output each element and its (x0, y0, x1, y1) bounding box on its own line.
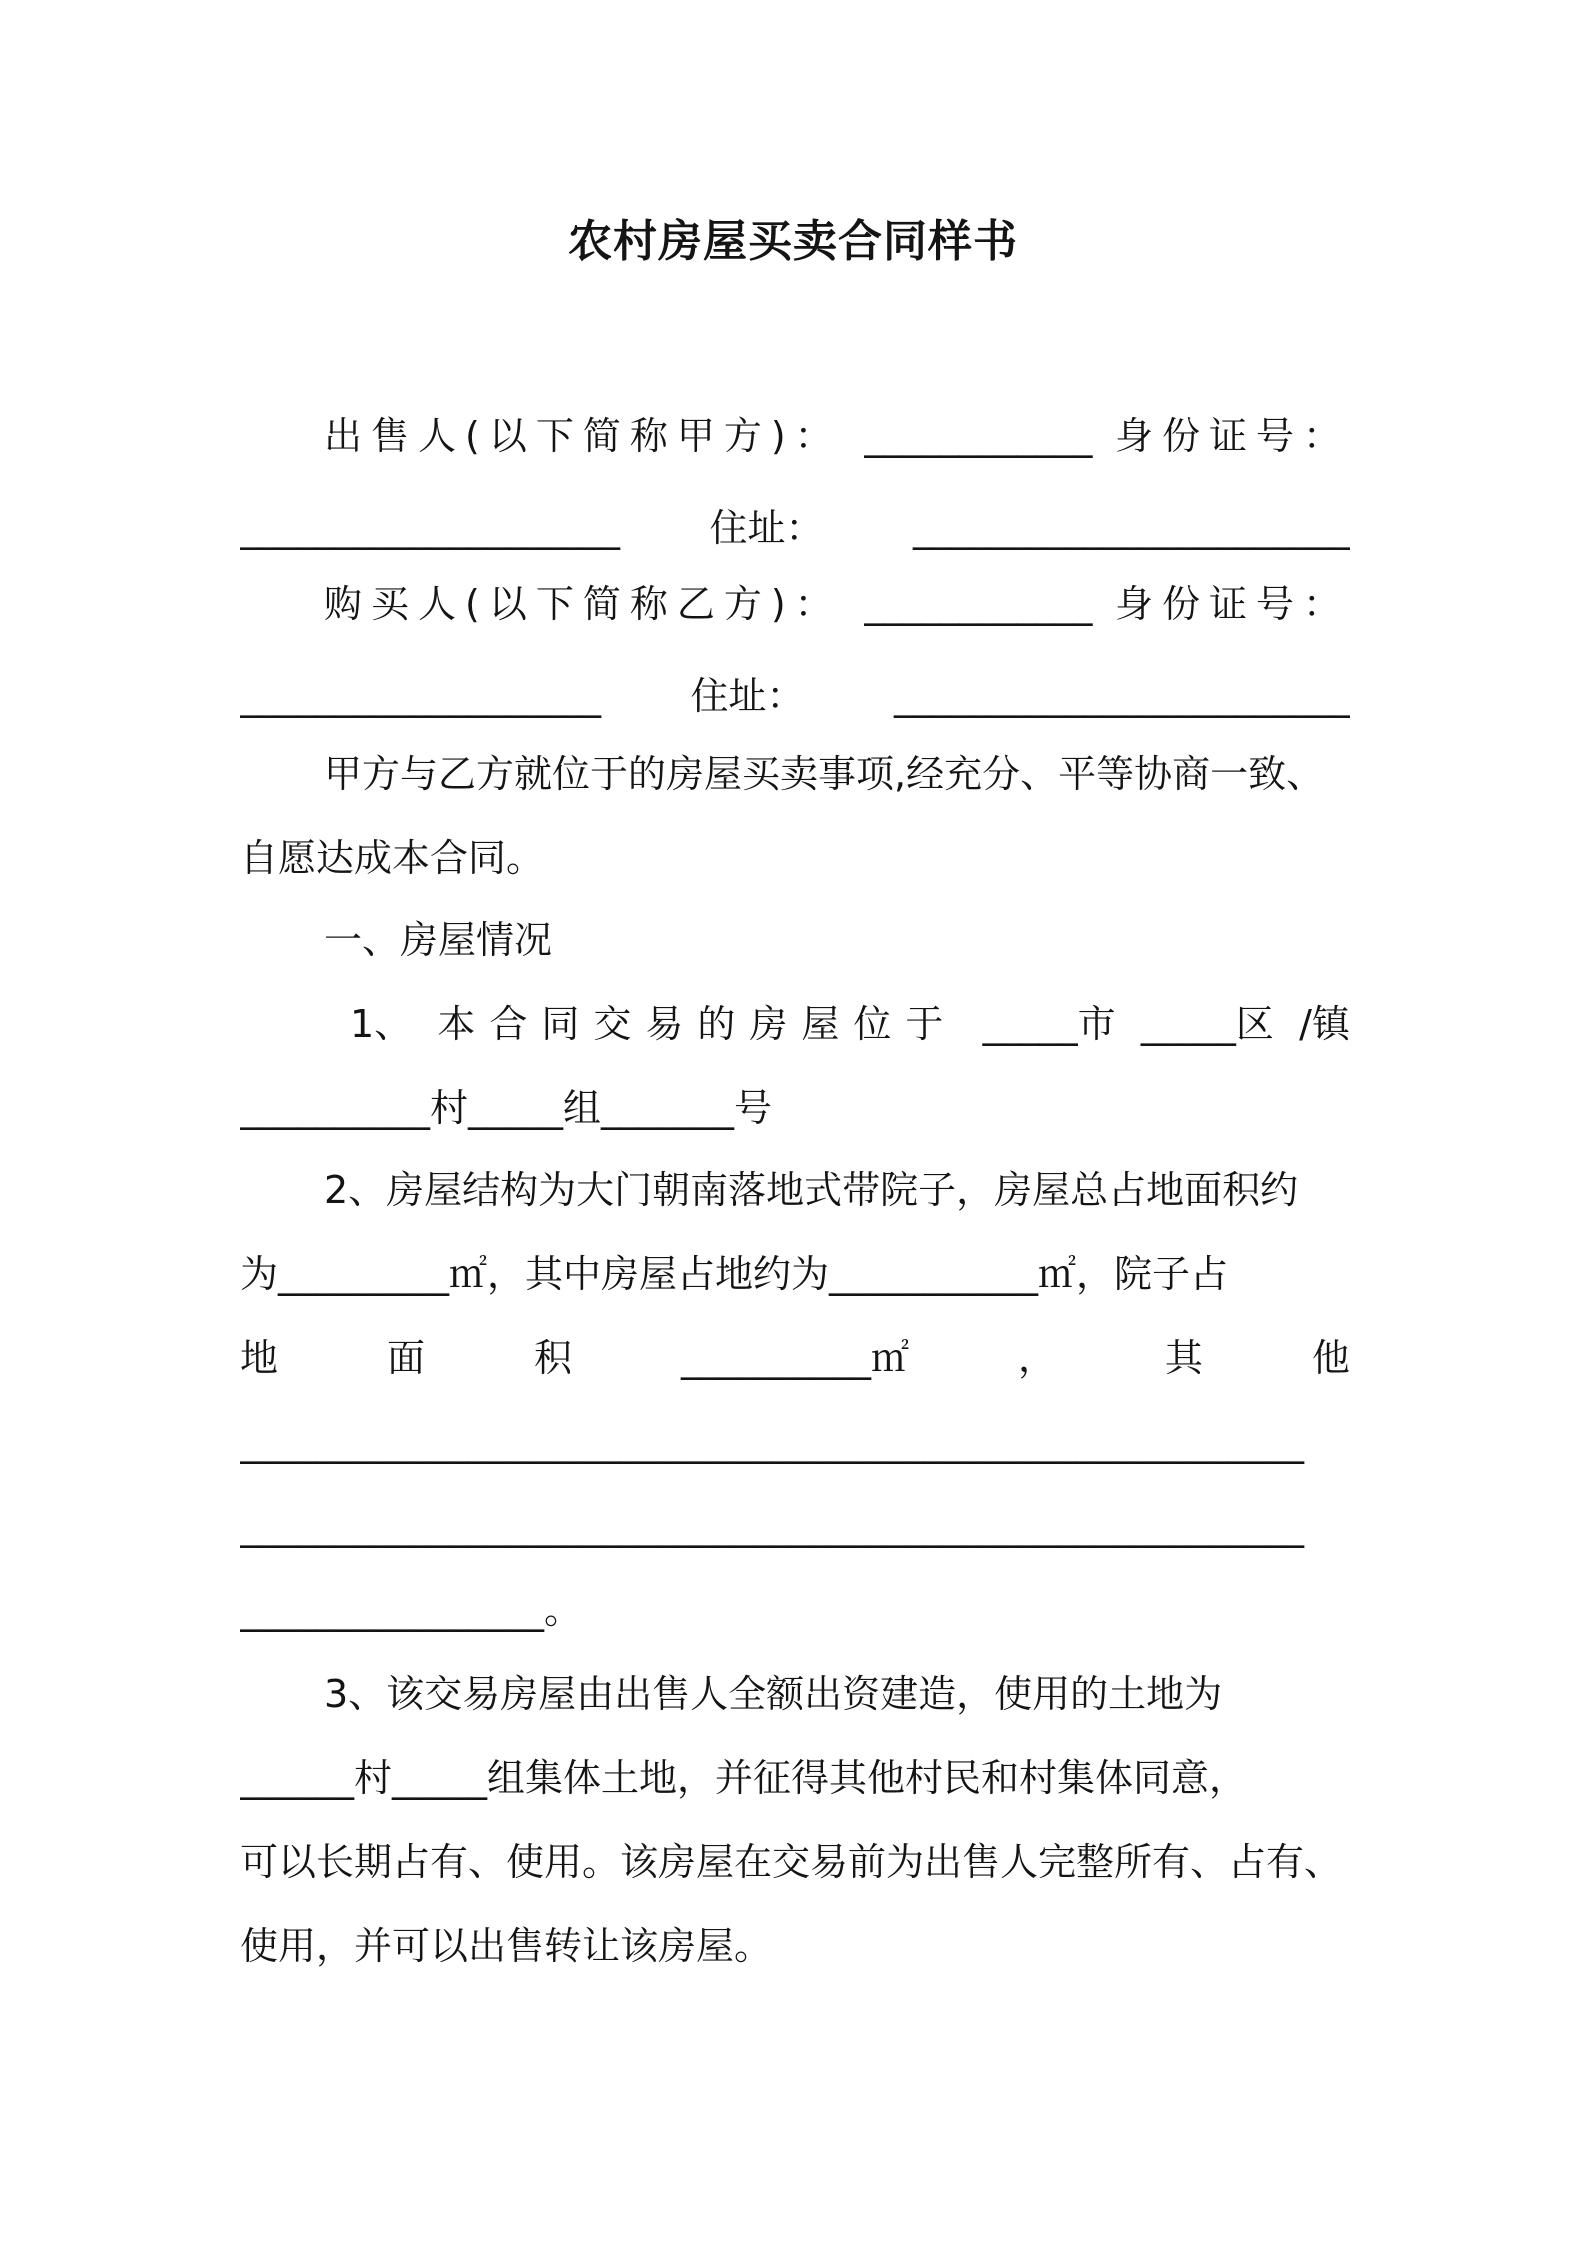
seller-address-blank: _______________________ (912, 506, 1350, 550)
item2-line-3 (240, 1332, 1350, 1384)
buyer-address-blank: ________________________ (893, 674, 1350, 718)
buyer-id-label: 身份证号： (1114, 582, 1350, 626)
seller-address-label: 住址： (709, 506, 824, 550)
item2-other-blank-2: ________________________________________________________ (240, 1504, 1304, 1548)
buyer-id-blank: ___________________ (240, 674, 601, 718)
item2-line-1: 2、房屋结构为大门朝南落地式带院子，房屋总占地面积约 (324, 1168, 1299, 1212)
item2-word: 其 (1164, 1336, 1203, 1380)
seller-id-label: 身份证号： (1114, 414, 1350, 458)
item1-town: /镇 (1299, 1002, 1350, 1046)
item1-district-blank: _____区 (1140, 1002, 1274, 1046)
buyer-name-blank: ____________ (864, 582, 1093, 626)
seller-line (240, 410, 1350, 462)
item2-word: 积 (533, 1336, 572, 1380)
item1-line-2: __________村_____组_______号 (240, 1086, 773, 1130)
item1-text: 本合同交易的房屋位于 (437, 1002, 958, 1046)
document-title: 农村房屋买卖合同样书 (568, 216, 1018, 267)
seller-id-blank: ____________________ (240, 506, 620, 550)
item2-word: ， (1017, 1336, 1056, 1380)
buyer-address-label: 住址： (690, 674, 805, 718)
intro-line-2: 自愿达成本合同。 (240, 836, 545, 880)
item2-word: 面 (386, 1336, 425, 1380)
seller-name-blank: ____________ (864, 414, 1093, 458)
section-heading: 一、房屋情况 (324, 918, 553, 962)
item2-yard-area-blank: __________㎡ (680, 1336, 909, 1380)
item1-line-1 (240, 998, 1350, 1050)
item2-other-blank-1: ________________________________________________________ (240, 1420, 1304, 1464)
seller-label: 出售人(以下简称甲方)： (324, 414, 842, 458)
item2-word: 他 (1311, 1336, 1350, 1380)
item2-other-blank-3: ________________。 (240, 1588, 583, 1632)
seller-address-line (240, 502, 1350, 554)
intro-line-1: 甲方与乙方就位于的房屋买卖事项,经充分、平等协商一致、 (324, 752, 1325, 796)
item2-line-2: 为_________㎡，其中房屋占地约为___________㎡，院子占 (240, 1252, 1229, 1296)
item3-line-2: ______村_____组集体土地，并征得其他村民和村集体同意， (240, 1756, 1248, 1800)
item2-word: 地 (240, 1336, 279, 1380)
item3-line-1: 3、该交易房屋由出售人全额出资建造，使用的土地为 (324, 1672, 1223, 1716)
item3-line-4: 使用，并可以出售转让该房屋。 (240, 1924, 773, 1968)
buyer-address-line (240, 670, 1350, 722)
buyer-label: 购买人(以下简称乙方)： (324, 582, 842, 626)
item1-number: 1、 (350, 1002, 413, 1046)
buyer-line (240, 578, 1350, 630)
item3-line-3: 可以长期占有、使用。该房屋在交易前为出售人完整所有、占有、 (240, 1840, 1343, 1884)
item1-city-blank: _____市 (982, 1002, 1116, 1046)
